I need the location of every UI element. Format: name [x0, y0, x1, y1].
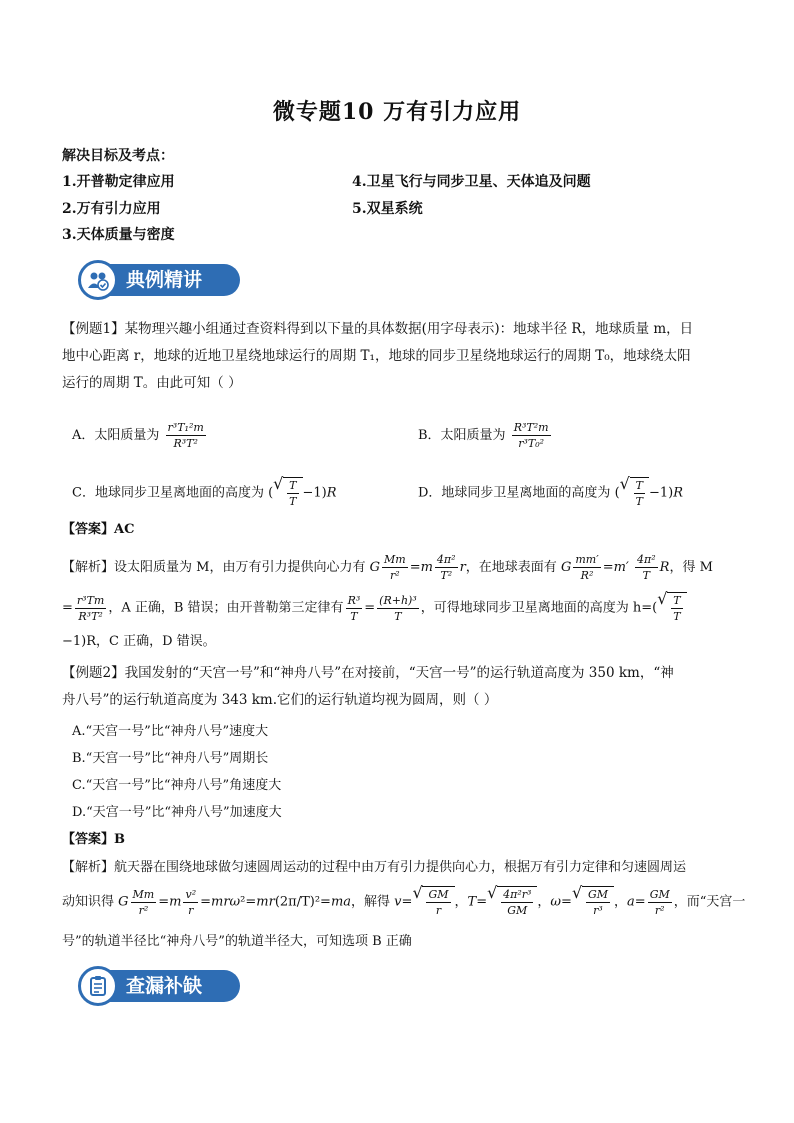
analysis-text: ，在地球表面有: [465, 560, 557, 575]
analysis-text: 【解析】设太阳质量为 M，由万有引力提供向心力有: [62, 560, 366, 575]
option-a-label: A．太阳质量为: [72, 428, 160, 443]
example-2-analysis-line2: 动知识得 G $\frac{Mm}{\text{r²}}$ =m $\frac{\text{v²}}{r}$ =mrω²=mr(2π/T)²=ma，解得 v= √ $\frac{GM}{r}$ ，T= √ $\frac{\text{4π²r³}}{GM}$ ，ω= √ $\frac{GM}{\text{r³}}$ ，a= $\frac{GM}{\text{r²}}$ ，而“天宫一: [62, 886, 745, 918]
goal-item: 3.天体质量与密度: [62, 227, 175, 243]
goals-heading: 解决目标及考点：: [62, 148, 174, 164]
analysis-text: ，而“天宫一: [673, 894, 746, 910]
option-b-label: B．太阳质量为: [418, 428, 506, 443]
example-1-answer: 【答案】AC: [62, 522, 135, 537]
option-d: D.“天宫一号”比“神舟八号”加速度大: [72, 805, 282, 820]
analysis-text: ，A 正确，B 错误；由开普勒第三定律有: [108, 600, 344, 616]
goal-item: 1.开普勒定律应用: [62, 174, 175, 190]
text-line: 地中心距离 r，地球的近地卫星绕地球运行的周期 T₁，地球的同步卫星绕地球运行的周期 T₀，地球绕太阳: [62, 348, 691, 364]
clipboard-list-icon: [78, 966, 118, 1006]
option-d-label: D．地球同步卫星离地面的高度为: [418, 485, 611, 501]
option-a: A.“天宫一号”比“神舟八号”速度大: [72, 724, 269, 739]
banner-label: 查漏补缺: [126, 975, 203, 997]
option-b: B.“天宫一号”比“神舟八号”周期长: [72, 751, 269, 766]
goal-item: 5.双星系统: [352, 201, 423, 217]
option-a: A．太阳质量为 $\frac{\text{r³T₁²m}}{\text{R³T²}}$: [72, 421, 204, 450]
banner-label: 典例精讲: [126, 269, 203, 291]
example-1-analysis-line2: = $\frac{\text{r³Tm}}{\text{R³T²}}$ ，A 正确，B 错误；由开普勒第三定律有 $\frac{\text{R³}}{T}$ = $\frac{\text{(R+h)³}}{T}$ ，可得地球同步卫星离地面的高度为 h=( √ $\frac{T}{T}$: [62, 592, 687, 624]
option-c: C.“天宫一号”比“神舟八号”角速度大: [72, 778, 282, 793]
option-d: D．地球同步卫星离地面的高度为 ( √ $\frac{T}{T}$ −1)R: [418, 477, 683, 509]
text-line: 舟八号”的运行轨道高度为 343 km.它们的运行轨道均视为圆周，则（ ）: [62, 692, 498, 708]
example-2-analysis-line3: 号”的轨道半径比“神舟八号”的轨道半径大，可知选项 B 正确: [62, 934, 412, 949]
option-c-label: C．地球同步卫星离地面的高度为: [72, 485, 264, 501]
example-2-answer: 【答案】B: [62, 832, 125, 847]
example-1-question: [62, 316, 738, 397]
page-title: 微专题10 万有引力应用: [272, 99, 522, 125]
option-b: B．太阳质量为 $\frac{\text{R³T²m}}{\text{r³T₀²}}$: [418, 421, 549, 450]
example-2-analysis-line1: 【解析】航天器在围绕地球做匀速圆周运动的过程中由万有引力提供向心力，根据万有引力定律和匀速圆周运: [62, 860, 687, 875]
section-banner-review: [78, 966, 248, 1006]
goal-item: 2.万有引力应用: [62, 201, 161, 217]
text-line: 运行的周期 T。由此可知（ ）: [62, 375, 242, 391]
example-2-question: [62, 660, 738, 714]
analysis-text: ，可得地球同步卫星离地面的高度为 h=(: [420, 600, 658, 616]
people-check-icon: [78, 260, 118, 300]
analysis-text: ，得 M: [669, 560, 713, 575]
example-1-analysis-line1: 【解析】设太阳质量为 M，由万有引力提供向心力有 G $\frac{Mm}{\text{r²}}$ =m $\frac{\text{4π²}}{\text{T²}}$ r，在地球表面有 G $\frac{mm'}{\text{R²}}$ =m′ $\frac{\text{4π²}}{T}$ R，得 M: [62, 553, 713, 582]
text-line: 【例题2】我国发射的“天宫一号”和“神舟八号”在对接前，“天宫一号”的运行轨道高度为 350 km，“神: [62, 665, 674, 681]
section-banner-examples: [78, 260, 248, 300]
option-c: C．地球同步卫星离地面的高度为 ( √ $\frac{T}{T}$ −1)R: [72, 477, 337, 509]
text-line: 【例题1】某物理兴趣小组通过查资料得到以下量的具体数据(用字母表示)：地球半径 R，地球质量 m，日: [62, 321, 694, 337]
goal-item: 4.卫星飞行与同步卫星、天体追及问题: [352, 174, 591, 190]
analysis-text: 动知识得: [62, 894, 115, 910]
example-1-analysis-line3: −1)R，C 正确，D 错误。: [62, 634, 216, 649]
